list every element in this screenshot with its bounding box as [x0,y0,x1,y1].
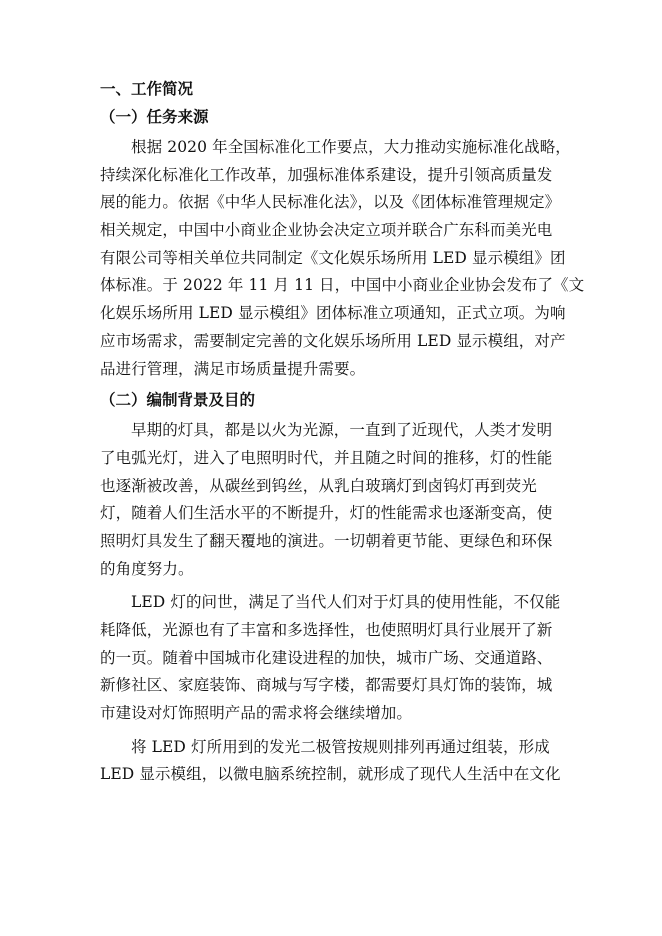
text-line: 相关规定，中国中小商业企业协会决定立项并联合广东科而美光电 [100,221,553,240]
paragraph-task-source [100,134,585,383]
text-line: 的角度努力。 [100,559,194,578]
text-line: 根据 2020 年全国标准化工作要点，大力推动实施标准化战略， [131,138,571,156]
text-line: 新修社区、家庭装饰、商城与写字楼，都需要灯具灯饰的装饰，城 [100,676,553,695]
text-line: 化娱乐场所用 LED 显示模组》团体标准立项通知，正式立项。为响 [100,304,566,323]
text-line: 也逐渐被改善，从碳丝到钨丝，从乳白玻璃灯到卤钨灯再到荧光 [100,476,537,495]
text-line: 品进行管理，满足市场质量提升需要。 [100,359,366,378]
text-line: 了电弧光灯，进入了电照明时代，并且随之时间的推移，灯的性能 [100,448,553,467]
paragraph-led-lamps [100,589,561,727]
text-line: 早期的灯具，都是以火为光源，一直到了近现代，人类才发明 [131,421,553,440]
text-line: 体标准。于 2022 年 11 月 11 日，中国中小商业企业协会发布了《文 [100,276,585,295]
text-line: 应市场需求，需要制定完善的文化娱乐场所用 LED 显示模组，对产 [100,331,566,350]
text-line: 展的能力。依据《中华人民标准化法》，以及《团体标准管理规定》 [100,193,561,212]
text-line: 照明灯具发生了翻天覆地的演进。一切朝着更节能、更绿色和环保 [100,531,553,550]
section-title-background-purpose: （二）编制背景及目的 [100,391,256,410]
text-line: LED 显示模组，以微电脑系统控制，就形成了现代人生活中在文化 [100,765,561,784]
paragraph-early-lamps [100,417,555,583]
text-line: 持续深化标准化工作改革，加强标准体系建设，提升引领高质量发 [100,165,553,184]
text-line: 的一页。随着中国城市化建设进程的加快，城市广场、交通道路、 [100,648,553,667]
text-line: 市建设对灯饰照明产品的需求将会继续增加。 [100,704,413,723]
text-line: 将 LED 灯所用到的发光二极管按规则排列再通过组装，形成 [131,737,550,756]
text-line: 耗降低，光源也有了丰富和多选择性，也使照明灯具行业展开了新 [100,621,553,639]
heading-work-overview: 一、工作简况 [100,80,194,98]
paragraph-led-modules [100,734,561,789]
text-line: LED 灯的问世，满足了当代人们对于灯具的使用性能，不仅能 [131,593,561,612]
section-title-task-source: （一）任务来源 [100,108,209,126]
document-content [100,78,585,795]
text-line: 灯，随着人们生活水平的不断提升，灯的性能需求也逐渐变高，使 [100,504,553,523]
text-line: 有限公司等相关单位共同制定《文化娱乐场所用 LED 显示模组》团 [100,248,566,267]
